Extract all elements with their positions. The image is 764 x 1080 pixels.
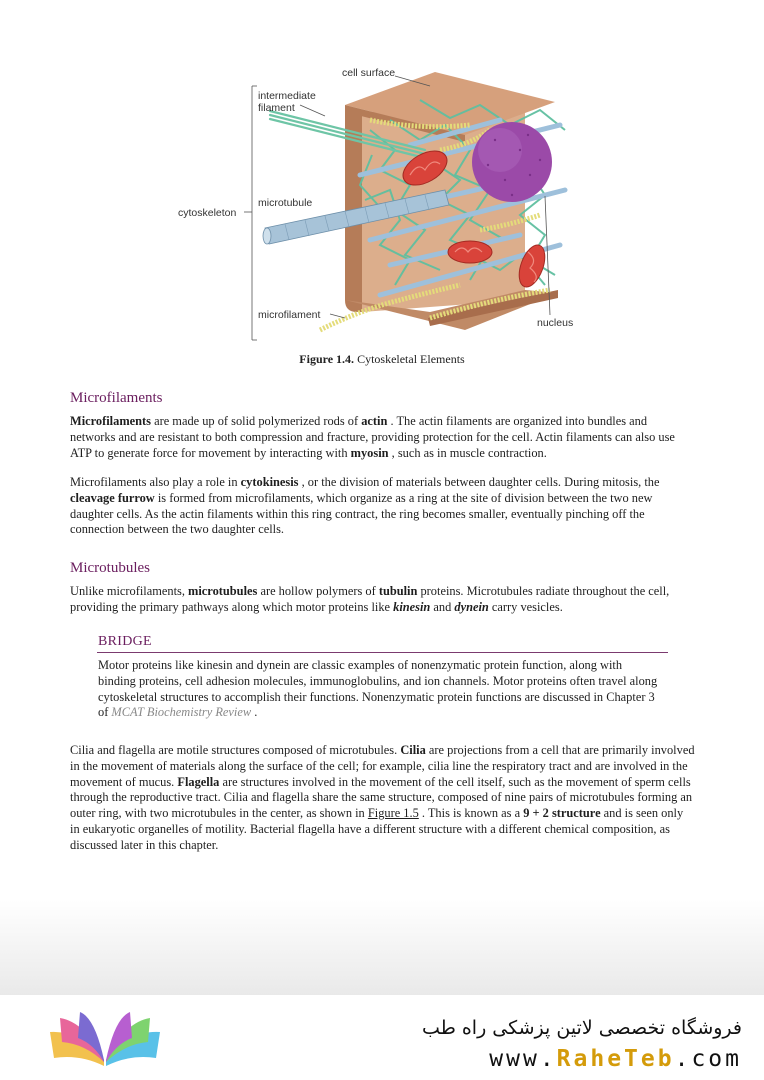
biochemistry-review-reference: MCAT Biochemistry Review — [111, 705, 252, 720]
microtubule-label: microtubule — [258, 197, 313, 209]
microfilaments-heading: Microfilaments — [70, 390, 163, 406]
cytoskeleton-figure — [0, 0, 764, 380]
footer-shadow — [0, 900, 764, 1000]
bridge-text: Motor proteins like kinesin and dynein are classic examples of nonenzymatic protein function, along with binding proteins, cell adhesion molecules, immunoglobulins, and ion channels. Motor proteins often travel along cytoskeletal structures to accomplish their functions. Nonenzymatic protein functions are discussed in Chapter 3 of MCAT Biochemistry Review . — [98, 658, 658, 720]
book-logo-icon — [40, 1010, 170, 1070]
footer-website[interactable]: www.RaheTeb.com — [489, 1046, 742, 1072]
cytoskeleton-illustration — [0, 0, 764, 350]
cilia-flagella-paragraph: Cilia and flagella are motile structures composed of microtubules. Cilia are projections from a cell that are primarily involved in the movement of materials along the surface of the cell; for example, cilia line the respiratory tract and are involved in the movement of mucus. Flagella are structures involved in the movement of the cell itself, such as the movement of sperm cells through the reproductive tract. Cilia and flagella share the same structure, composed of nine pairs of microtubules forming an outer ring, with two microtubules in the center, as shown in Figure 1.5 . This is known as a 9 + 2 structure and is seen only in eukaryotic organelles of motility. Bacterial flagella have a different structure with a different chemical composition, as discussed later in this chapter. — [70, 743, 695, 852]
microtubules-paragraph: Unlike microfilaments, microtubules are hollow polymers of tubulin proteins. Microtubules radiate throughout the cell, providing the primary pathways along which motor proteins like kinesin and dynein carry vesicles. — [70, 584, 670, 614]
figure-caption: Figure 1.4. Cytoskeletal Elements — [299, 352, 465, 366]
footer-persian-title: فروشگاه تخصصی لاتین پزشکی راه طب — [422, 1017, 742, 1039]
microfilament-label: microfilament — [258, 309, 321, 321]
cell-surface-label: cell surface — [342, 67, 396, 79]
microfilaments-paragraph-2: Microfilaments also play a role in cytokinesis , or the division of materials between daughter cells. During mitosis, the cleavage furrow is formed from microfilaments, which organize as a ring at the site of division between the two new daughter cells. As the actin filaments within this ring contract, the ring becomes smaller, eventually pinching off the connection between the two daughter cells. — [70, 475, 660, 537]
figure-1-5-link[interactable]: Figure 1.5 — [367, 806, 419, 821]
bridge-title: BRIDGE — [98, 634, 152, 649]
bridge-divider — [97, 652, 668, 653]
cytoskeleton-label: cytoskeleton — [178, 207, 237, 219]
microfilaments-paragraph-1: Microfilaments are made up of solid polymerized rods of actin . The actin filaments are organized into bundles and networks and are resistant to both compression and fracture, providing protection for the cell. Actin filaments can also use ATP to generate force for movement by interacting with myosin , such as in muscle contraction. — [70, 414, 675, 460]
microtubules-heading: Microtubules — [70, 560, 150, 576]
nucleus-label: nucleus — [537, 317, 574, 329]
intermediate-filament-label: intermediate filament — [258, 90, 316, 114]
